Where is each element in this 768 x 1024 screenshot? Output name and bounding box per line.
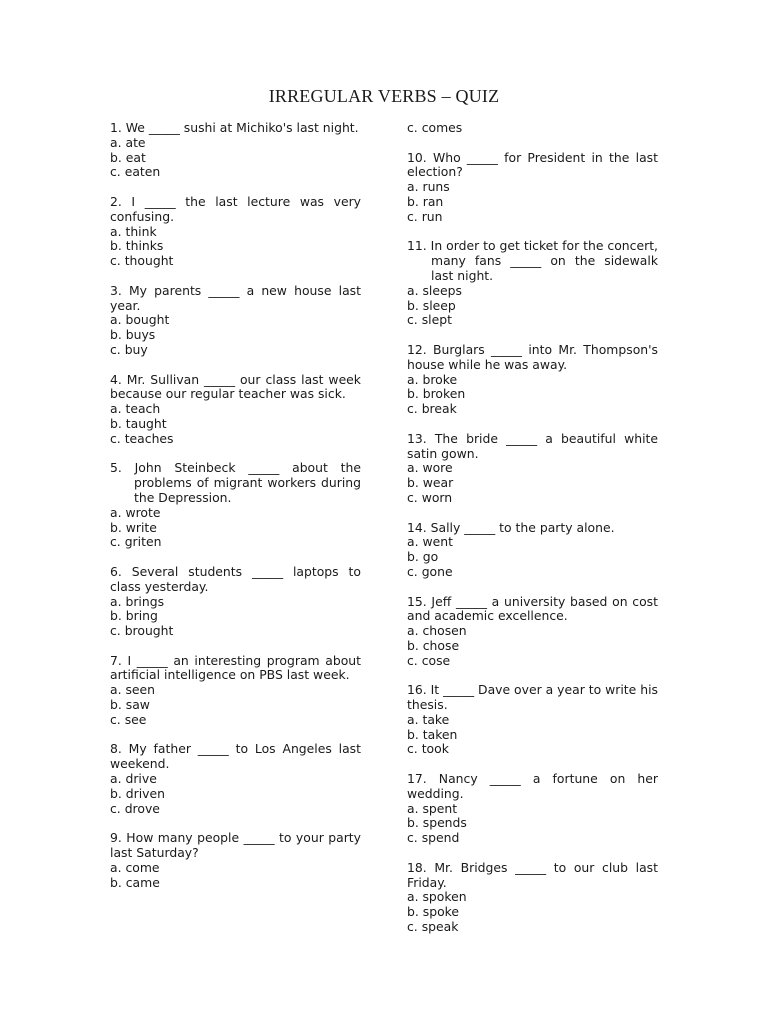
answer-option: c. run [407, 208, 443, 224]
answer-option: c. griten [110, 534, 162, 550]
answer-option: a. drive [110, 771, 157, 787]
quiz-question [407, 861, 658, 935]
answer-option: c. slept [407, 312, 452, 328]
question-stem: 5. John Steinbeck _____ about the problems of migrant workers during the Depression. [110, 460, 361, 505]
answer-option: b. spends [407, 815, 467, 831]
answer-option: a. runs [407, 179, 450, 195]
answer-option: a. went [407, 534, 453, 550]
answer-option: b. write [110, 519, 157, 535]
quiz-question [110, 195, 361, 269]
answer-option: b. came [110, 874, 160, 890]
answer-option: a. broke [407, 371, 458, 387]
quiz-question [407, 683, 658, 757]
answer-option: a. wrote [110, 504, 161, 520]
answer-option: c. buy [110, 341, 148, 357]
answer-option: c. cose [407, 652, 451, 668]
quiz-question [407, 772, 658, 846]
answer-option: c. eaten [110, 164, 161, 180]
quiz-question [110, 831, 361, 890]
answer-option: c. speak [407, 919, 459, 935]
question-stem: 3. My parents _____ a new house last year. [110, 282, 361, 313]
answer-option: a. think [110, 223, 157, 239]
answer-option: a. take [407, 711, 450, 727]
answer-option: c. spend [407, 830, 460, 846]
answer-option: c. thought [110, 253, 174, 269]
left-column [110, 121, 361, 890]
answer-option: c. took [407, 741, 449, 757]
continued-option: c. comes [407, 120, 463, 135]
quiz-question [407, 432, 658, 506]
answer-option: a. ate [110, 134, 146, 150]
answer-option: b. thinks [110, 238, 164, 254]
quiz-question [110, 373, 361, 447]
answer-option: c. gone [407, 563, 453, 579]
answer-option: a. brings [110, 593, 165, 609]
question-stem: 12. Burglars _____ into Mr. Thompson's house while he was away. [407, 341, 658, 372]
answer-option: c. see [110, 711, 147, 727]
right-column [407, 121, 658, 935]
question-stem: 13. The bride _____ a beautiful white satin gown. [407, 430, 658, 461]
question-stem: 7. I _____ an interesting program about artificial intelligence on PBS last week. [110, 652, 361, 683]
quiz-question [110, 654, 361, 728]
quiz-question [110, 461, 361, 550]
answer-option: b. go [407, 549, 439, 565]
answer-option: a. bought [110, 312, 170, 328]
answer-option: b. spoke [407, 904, 460, 920]
quiz-question [407, 595, 658, 669]
answer-option: a. spoken [407, 889, 467, 905]
answer-option: c. worn [407, 489, 453, 505]
answer-option: b. taught [110, 415, 167, 431]
answer-option: a. chosen [407, 623, 467, 639]
quiz-question [110, 565, 361, 639]
answer-option: b. ran [407, 193, 444, 209]
answer-option: b. bring [110, 608, 158, 624]
answer-option: a. wore [407, 460, 453, 476]
answer-option: a. come [110, 859, 160, 875]
question-stem: 9. How many people _____ to your party last Saturday? [110, 830, 361, 861]
question-stem: 6. Several students _____ laptops to class yesterday. [110, 563, 361, 594]
answer-option: b. saw [110, 697, 150, 713]
answer-option: a. teach [110, 401, 161, 417]
answer-option: b. eat [110, 149, 146, 165]
question-stem: 18. Mr. Bridges _____ to our club last Friday. [407, 859, 658, 890]
question-stem: 11. In order to get ticket for the concert, many fans _____ on the sidewalk last night. [407, 238, 658, 283]
answer-option: c. break [407, 401, 457, 417]
answer-option: b. sleep [407, 297, 456, 313]
question-stem: 17. Nancy _____ a fortune on her wedding. [407, 771, 658, 801]
quiz-question [110, 742, 361, 816]
answer-option: b. driven [110, 785, 165, 801]
answer-option: b. wear [407, 475, 454, 491]
answer-option: b. chose [407, 637, 460, 653]
quiz-question [110, 284, 361, 358]
quiz-question [407, 343, 658, 417]
question-stem: 15. Jeff _____ a university based on cost and academic excellence. [407, 593, 658, 624]
answer-option: a. spent [407, 800, 458, 816]
quiz-question [407, 521, 658, 580]
quiz-question [407, 239, 658, 328]
question-stem: 16. It _____ Dave over a year to write his thesis. [407, 682, 658, 713]
answer-option: b. buys [110, 327, 156, 343]
answer-option: a. sleeps [407, 282, 462, 298]
quiz-title: IRREGULAR VERBS – QUIZ [268, 86, 500, 106]
answer-option: b. broken [407, 386, 466, 402]
answer-option: b. taken [407, 726, 458, 742]
answer-option: c. brought [110, 623, 174, 639]
question-stem: 2. I _____ the last lecture was very confusing. [110, 193, 361, 224]
question-stem: 4. Mr. Sullivan _____ our class last week because our regular teacher was sick. [110, 371, 361, 402]
question-stem: 10. Who _____ for President in the last election? [407, 149, 658, 180]
quiz-question [407, 151, 658, 225]
quiz-question [110, 121, 361, 180]
question-stem: 14. Sally _____ to the party alone. [407, 519, 615, 535]
answer-option: c. teaches [110, 430, 174, 446]
answer-option: a. seen [110, 682, 156, 698]
question-stem: 1. We _____ sushi at Michiko's last night. [110, 120, 359, 135]
question-stem: 8. My father _____ to Los Angeles last weekend. [110, 741, 361, 772]
answer-option: c. drove [110, 800, 160, 816]
